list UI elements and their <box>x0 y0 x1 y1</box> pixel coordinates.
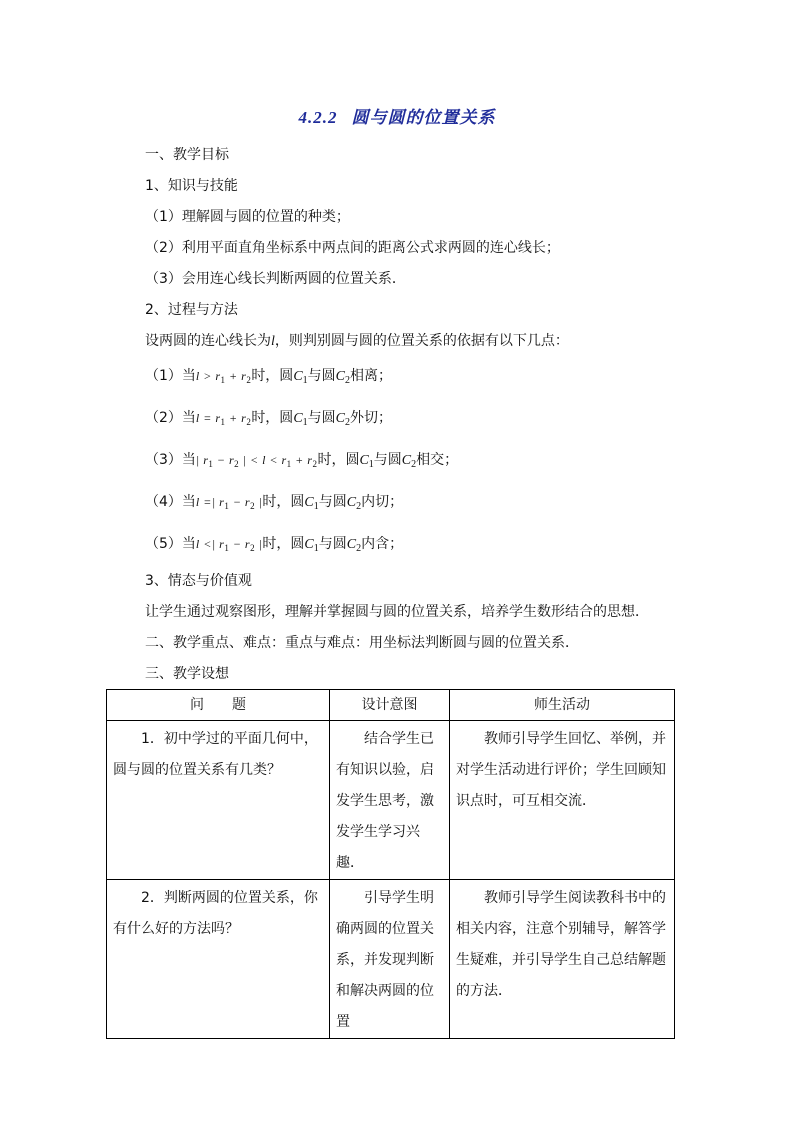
condition-formula: l <| $r_1 - r_2$ | <box>195 537 263 553</box>
criteria-intro: 设两圆的连心线长为l，则判别圆与圆的位置关系的依据有以下几点： <box>145 333 569 349</box>
section-number: 4.2.2 <box>298 108 338 127</box>
condition-formula: l =| $r_1 - r_2$ | <box>195 495 263 511</box>
intent-cell: 引导学生明确两圆的位置关系，并发现判断和解决两圆的位置 <box>330 880 450 1039</box>
title-text: 圆与圆的位置关系 <box>351 108 496 128</box>
condition-3: （3）当| $r_1 - r_2$ | < $l < r_1 + r_2$时，圆$C_1$与圆$C_2$相交； <box>145 452 459 470</box>
table-row <box>107 721 675 880</box>
question-cell: 2．判断两圆的位置关系，你有什么好的方法吗？ <box>107 880 330 1039</box>
values-text: 让学生通过观察图形，理解并掌握圆与圆的位置关系，培养学生数形结合的思想． <box>145 604 649 620</box>
question-cell: 1．初中学过的平面几何中，圆与圆的位置关系有几类？ <box>107 721 330 880</box>
knowledge-item-3: （3）会用连心线长判断两圆的位置关系． <box>145 271 406 287</box>
heading-teaching-plan: 三、教学设想 <box>145 666 229 682</box>
knowledge-item-1: （1）理解圆与圆的位置的种类； <box>145 209 350 225</box>
condition-4: （4）当l =| $r_1 - r_2$ |时，圆$C_1$与圆$C_2$内切； <box>145 494 404 512</box>
condition-5: （5）当l <| $r_1 - r_2$ |时，圆$C_1$与圆$C_2$内含； <box>145 536 404 554</box>
condition-2: （2）当$l = r_1 + r_2$时，圆$C_1$与圆$C_2$外切； <box>145 410 392 428</box>
condition-formula: | $r_1 - r_2$ | < $l < r_1 + r_2$ <box>195 453 318 469</box>
table-header-row <box>107 690 675 721</box>
column-header: 设计意图 <box>330 690 450 721</box>
column-header: 师生活动 <box>450 690 675 721</box>
intent-cell: 结合学生已有知识以验，启发学生思考，激发学生学习兴趣． <box>330 721 450 880</box>
teaching-plan-table <box>106 689 675 1039</box>
table-row <box>107 880 675 1039</box>
subheading-knowledge: 1、知识与技能 <box>145 178 238 194</box>
activity-cell: 教师引导学生回忆、举例，并对学生活动进行评价；学生回顾知识点时，可互相交流． <box>450 721 675 880</box>
heading-teaching-goals: 一、教学目标 <box>145 147 229 163</box>
column-header: 问 题 <box>107 690 330 721</box>
variable-l: l <box>271 334 275 349</box>
subheading-values: 3、情态与价值观 <box>145 573 252 589</box>
subheading-process: 2、过程与方法 <box>145 302 238 318</box>
condition-formula: $l = r_1 + r_2$ <box>195 411 252 427</box>
condition-1: （1）当$l > r_1 + r_2$时，圆$C_1$与圆$C_2$相离； <box>145 368 392 386</box>
condition-formula: $l > r_1 + r_2$ <box>195 369 252 385</box>
knowledge-item-2: （2）利用平面直角坐标系中两点间的距离公式求两圆的连心线长； <box>145 240 560 256</box>
heading-key-points: 二、教学重点、难点：重点与难点：用坐标法判断圆与圆的位置关系． <box>145 635 579 651</box>
page-title <box>0 103 794 128</box>
activity-cell: 教师引导学生阅读教科书中的相关内容，注意个别辅导，解答学生疑难，并引导学生自己总结解题的方法． <box>450 880 675 1039</box>
